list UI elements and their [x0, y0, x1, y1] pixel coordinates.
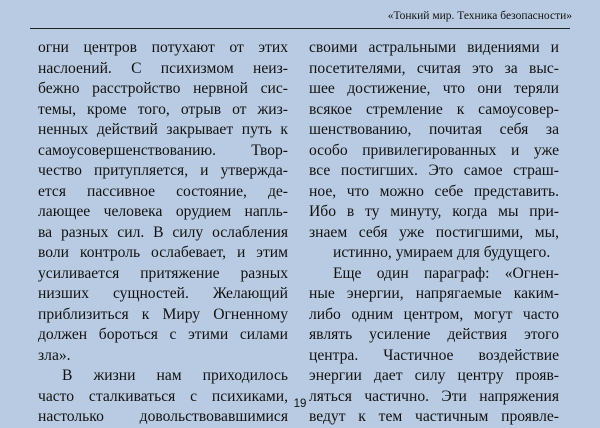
text-line: энергии дает силу центру прояв-: [309, 367, 559, 384]
text-line: часто сталкиваться с психиками,: [38, 387, 288, 405]
left-text-column: [38, 38, 288, 428]
text-line: низших сущностей. Желающий: [38, 285, 288, 302]
text-line: ное, что можно себе представить.: [309, 182, 559, 200]
text-line: приблизиться к Миру Огненному: [38, 305, 288, 323]
text-line: посетителями, считая это за выс-: [309, 59, 559, 77]
page-header: [0, 0, 600, 30]
paragraph-start-line: В жизни нам приходилось: [62, 367, 288, 384]
text-line: усиливается притяжение разных: [38, 264, 288, 282]
text-line: бежно расстройство нервной сис-: [38, 80, 288, 97]
text-line: шенствованию, почитая себя за: [309, 121, 559, 138]
text-line: чество притупляется, и утвержда-: [38, 162, 288, 179]
running-header-title: «Тонкий мир. Техника безопасности»: [387, 10, 572, 22]
text-line: лающее человека орудием напль-: [38, 203, 288, 220]
text-line: своими астральными видениями и: [309, 39, 559, 56]
text-line: воли контроль ослабевает, и этим: [38, 244, 288, 261]
paragraph-start-line: Еще один параграф: «Огнен-: [333, 264, 559, 282]
text-line: либо одним центром, могут часто: [309, 305, 559, 323]
text-line: центра. Частичное воздействие: [309, 346, 559, 364]
text-line: должен бороться с этими силами: [38, 326, 288, 343]
text-line: ведут к тем частичным проявле-: [309, 408, 559, 425]
text-line: шее достижение, что они теряли: [309, 80, 559, 97]
right-text-column: [309, 38, 559, 428]
text-line: ется пассивное состояние, де-: [38, 182, 288, 200]
paragraph-end-line: зла».: [38, 346, 71, 364]
text-line: особо привилегированных и уже: [309, 141, 559, 159]
text-line: наслоений. С психизмом неиз-: [38, 59, 288, 77]
text-line: настолько довольствовавшимися: [38, 408, 288, 425]
text-line: ные энергии, напрягаемые каким-: [309, 285, 559, 302]
text-line: все постигших. Это самое страш-: [309, 162, 559, 179]
text-line: Ибо в ту минуту, когда мы при-: [309, 203, 559, 220]
text-line: являть усиление действия этого: [309, 326, 559, 343]
text-line: знаем себя уже постигшими, мы,: [309, 223, 559, 241]
text-line: ляться частично. Эти напряжения: [309, 387, 559, 405]
text-line: ненных действий закрывает путь к: [38, 121, 288, 138]
paragraph-end-line: истинно, умираем для будущего.: [333, 244, 551, 261]
header-divider: [30, 28, 570, 29]
text-line: темы, кроме того, отрыв от жиз-: [38, 100, 288, 118]
text-line: самоусовершенствованию. Твор-: [38, 141, 288, 159]
text-line: огни центров потухают от этих: [38, 39, 288, 56]
text-line: ва разных сил. В силу ослабления: [38, 223, 288, 241]
text-line: всякое стремление к самоусовер-: [309, 100, 559, 118]
page-number: 19: [293, 398, 307, 410]
